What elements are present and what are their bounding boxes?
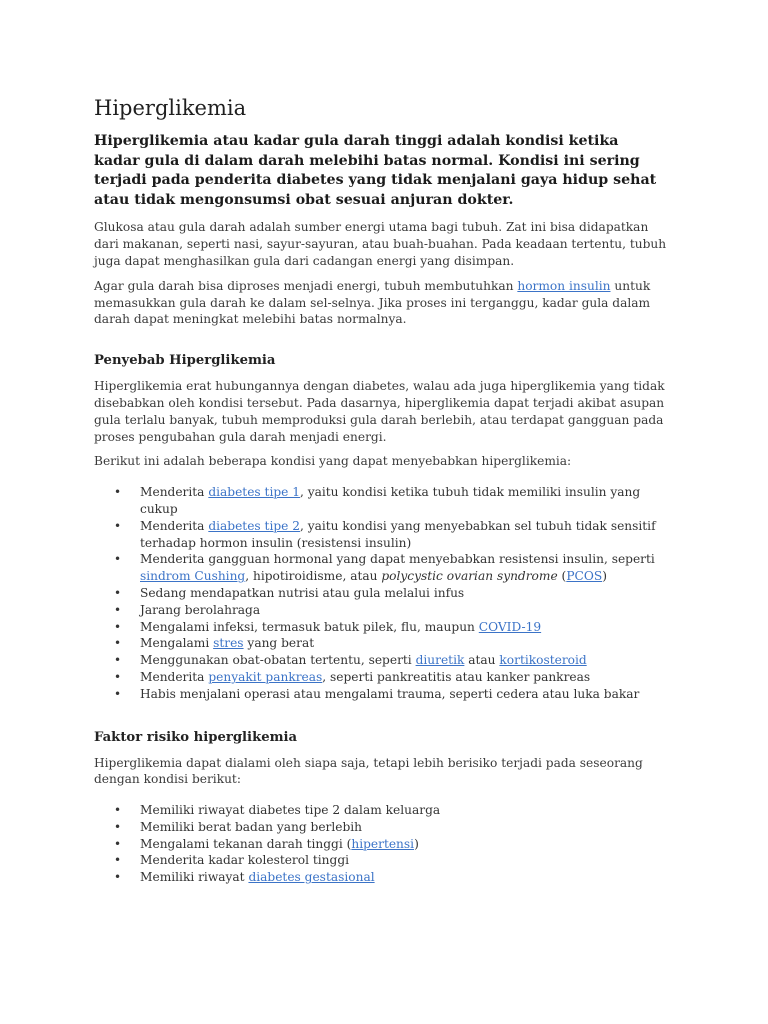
list-item: • Memiliki riwayat diabetes gestasional — [94, 869, 674, 886]
list-item: • Menderita penyakit pankreas, seperti pankreatitis atau kanker pankreas — [94, 669, 674, 686]
link-sindrom-cushing[interactable]: sindrom Cushing — [140, 569, 246, 584]
list-item: • Sedang mendapatkan nutrisi atau gula melalui infus — [94, 585, 674, 602]
causes-list — [94, 484, 674, 702]
link-diabetes-tipe-2[interactable]: diabetes tipe 2 — [208, 518, 300, 533]
link-covid-19[interactable]: COVID-19 — [478, 619, 542, 634]
section-heading-risk: Faktor risiko hiperglikemia — [94, 729, 298, 745]
list-item: • Habis menjalani operasi atau mengalami trauma, seperti cedera atau luka bakar — [94, 686, 674, 703]
lead-paragraph: Hiperglikemia atau kadar gula darah tinggi adalah kondisi ketika kadar gula di dalam darah melebihi batas normal. Kondisi ini sering terjadi pada penderita diabetes yang tidak menjalani gaya hidup sehat atau tidak mengonsumsi obat sesuai anjuran dokter. — [94, 133, 657, 208]
list-item: • Mengalami stres yang berat — [94, 635, 674, 652]
link-hormon-insulin[interactable]: hormon insulin — [517, 278, 611, 293]
link-penyakit-pankreas[interactable]: penyakit pankreas — [208, 669, 323, 684]
intro-paragraph-2: Agar gula darah bisa diproses menjadi energi, tubuh membutuhkan hormon insulin untuk memasukkan gula darah ke dalam sel-selnya. Jika proses ini terganggu, kadar gula dalam darah dapat meningkat melebihi batas normalnya. — [94, 278, 651, 327]
link-diabetes-tipe-1[interactable]: diabetes tipe 1 — [208, 485, 300, 500]
list-item: • Menggunakan obat-obatan tertentu, seperti diuretik atau kortikosteroid — [94, 652, 674, 669]
list-item: • Mengalami tekanan darah tinggi (hipertensi) — [94, 836, 674, 853]
list-item: • Menderita diabetes tipe 1, yaitu kondisi ketika tubuh tidak memiliki insulin yang cukup — [94, 484, 674, 518]
link-pcos[interactable]: PCOS — [566, 569, 603, 584]
page-title: Hiperglikemia — [94, 96, 247, 120]
list-item: • Mengalami infeksi, termasuk batuk pilek, flu, maupun COVID-19 — [94, 619, 674, 636]
risk-paragraph-1: Hiperglikemia dapat dialami oleh siapa saja, tetapi lebih berisiko terjadi pada seseorang dengan kondisi berikut: — [94, 755, 643, 787]
link-diuretik[interactable]: diuretik — [415, 653, 465, 668]
list-item: • Memiliki berat badan yang berlebih — [94, 819, 674, 836]
intro-paragraph-1: Glukosa atau gula darah adalah sumber energi utama bagi tubuh. Zat ini bisa didapatkan dari makanan, seperti nasi, sayur-sayuran, atau buah-buahan. Pada keadaan tertentu, tubuh juga dapat menghasilkan gula dari cadangan energi yang disimpan. — [94, 220, 667, 268]
article — [94, 93, 674, 886]
list-item: • Jarang berolahraga — [94, 602, 674, 619]
link-hipertensi[interactable]: hipertensi — [351, 836, 415, 851]
list-item: • Menderita diabetes tipe 2, yaitu kondisi yang menyebabkan sel tubuh tidak sensitif terhadap hormon insulin (resistensi insulin) — [94, 518, 674, 552]
link-stres[interactable]: stres — [213, 636, 244, 651]
list-item: • Memiliki riwayat diabetes tipe 2 dalam keluarga — [94, 802, 674, 819]
causes-paragraph-2: Berikut ini adalah beberapa kondisi yang dapat menyebabkan hiperglikemia: — [94, 454, 572, 469]
section-heading-causes: Penyebab Hiperglikemia — [94, 353, 276, 369]
list-item: • Menderita gangguan hormonal yang dapat menyebabkan resistensi insulin, seperti sindrom Cushing, hipotiroidisme, atau polycystic ovarian syndrome (PCOS) — [94, 551, 674, 585]
risk-list — [94, 802, 674, 886]
link-kortikosteroid[interactable]: kortikosteroid — [499, 653, 587, 668]
link-diabetes-gestasional[interactable]: diabetes gestasional — [248, 870, 375, 885]
causes-paragraph-1: Hiperglikemia erat hubungannya dengan diabetes, walau ada juga hiperglikemia yang tidak disebabkan oleh kondisi tersebut. Pada dasarnya, hiperglikemia dapat terjadi akibat asupan gula terlalu banyak, tubuh memproduksi gula darah berlebih, atau terdapat gangguan pada proses pengubahan gula darah menjadi energi. — [94, 379, 665, 444]
list-item: • Menderita kadar kolesterol tinggi — [94, 852, 674, 869]
